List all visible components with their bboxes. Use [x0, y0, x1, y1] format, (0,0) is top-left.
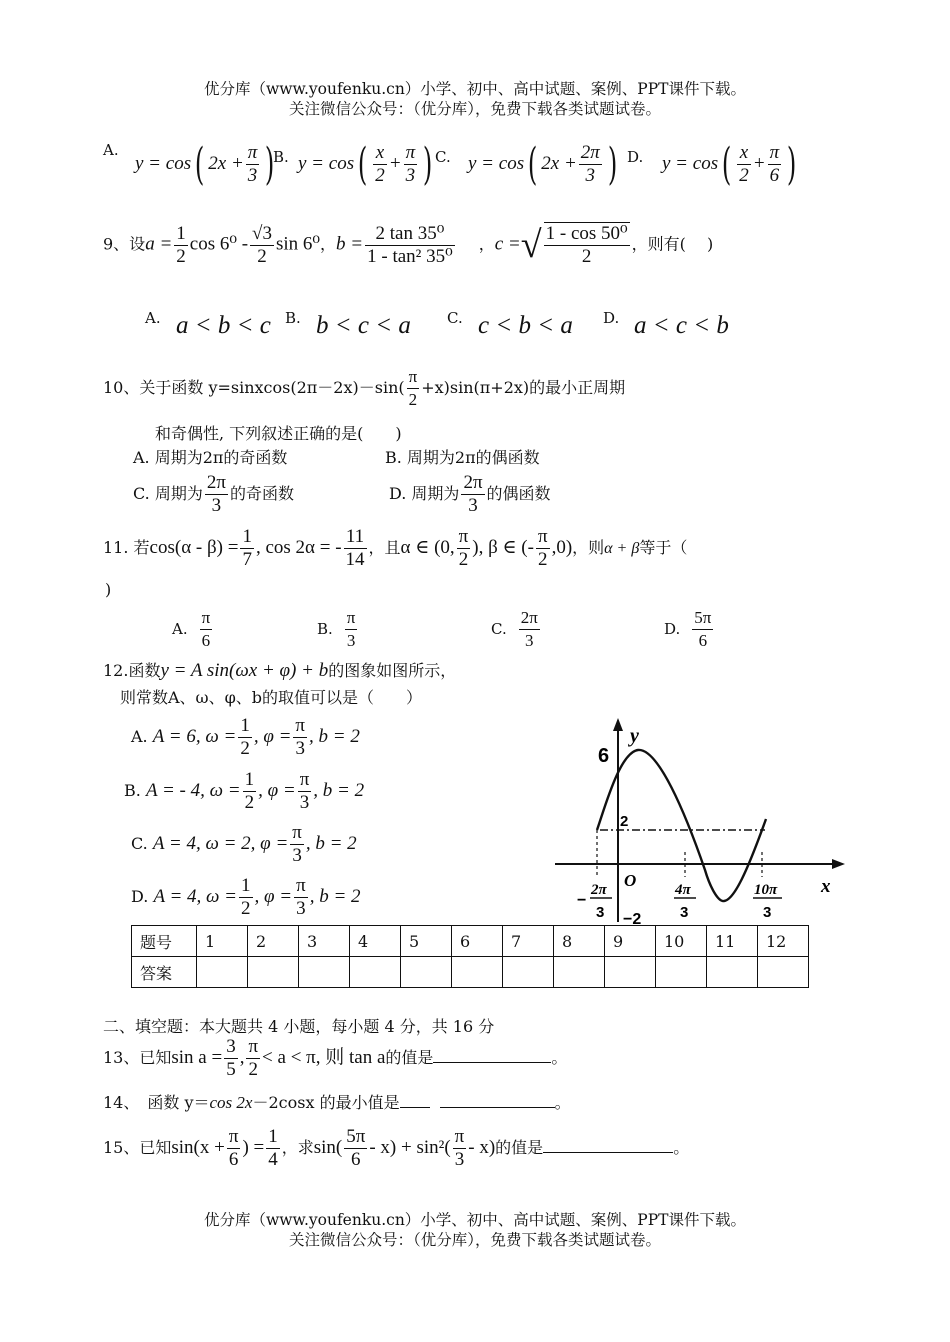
q9-b-num: 2 tan 35⁰ [365, 223, 455, 246]
q11-d-num: 5π [692, 607, 713, 630]
q14-end: 。 [554, 1093, 571, 1112]
y-axis-arrow-icon [613, 718, 623, 731]
q11-b-den: 3 [346, 631, 356, 650]
answer-cell-3[interactable] [299, 957, 350, 988]
q12-b-a: A = - 4, ω = [145, 780, 241, 801]
q12-a-b: , b = 2 [309, 726, 360, 747]
q12-d-wd: 2 [241, 898, 251, 919]
answer-cell-6[interactable] [452, 957, 503, 988]
answer-cell-1[interactable] [197, 957, 248, 988]
q9-comma-2: ， [478, 234, 495, 254]
q12-a-pd: 3 [295, 738, 305, 759]
q11-d-den: 6 [698, 631, 708, 650]
q12-line1-pre: 12.函数 [103, 661, 161, 680]
q11-option-c [491, 607, 542, 652]
q11-d2: 14 [345, 549, 365, 570]
q9-comma: ， [320, 234, 337, 254]
q12-d-pn: π [296, 875, 306, 896]
q9-sqrt3-den: 2 [257, 245, 267, 267]
q11-mid: ，且 [368, 538, 401, 557]
q11-n1: 1 [242, 526, 252, 547]
table-number-7: 7 [503, 926, 554, 957]
y-tick-2: 2 [620, 813, 629, 830]
origin-label: O [624, 871, 637, 890]
q12-d-wn: 1 [241, 875, 251, 896]
q10-part1: 10、关于函数 y=sinxcos(2π－2x)－sin( [103, 378, 405, 397]
q15-pre: 15、已知 [103, 1138, 172, 1157]
q10-d-num: 2π [463, 472, 483, 493]
y-tick-6: 6 [598, 745, 610, 767]
q13-end: 。 [551, 1048, 568, 1067]
q14-answer-blank-b[interactable] [440, 1107, 555, 1108]
q9-sqrt3-num: √3 [252, 222, 272, 244]
x-axis-label: x [821, 876, 831, 897]
q9-d-label: D. [603, 309, 620, 327]
q8-d-xden: 2 [739, 165, 749, 186]
q9-sin6: sin 6⁰ [275, 233, 321, 255]
q10-c-post: 的奇函数 [229, 484, 294, 503]
q12-line1 [103, 658, 456, 682]
q8-d-num: π [769, 142, 780, 163]
y-axis-label: y [630, 725, 639, 747]
q15-d3: 6 [351, 1149, 361, 1170]
q9-option-b: b < c < a [316, 312, 411, 339]
q11-d4: 2 [538, 549, 548, 570]
answer-cell-8[interactable] [554, 957, 605, 988]
q8-a-lhs: y = cos [135, 153, 192, 174]
q8-a-num: π [247, 142, 258, 163]
q11-a-label: A. [172, 620, 188, 638]
q12-option-d [131, 875, 361, 920]
q12-c-pd: 3 [292, 845, 302, 866]
q11-end: 等于（ [639, 538, 688, 557]
q12-b-pd: 3 [299, 792, 310, 813]
table-number-9: 9 [605, 926, 656, 957]
q9-half-num: 1 [176, 222, 186, 244]
q13-e1: sin a = [171, 1047, 223, 1068]
q11-c-den: 3 [525, 631, 534, 650]
q12-a-wn: 1 [240, 715, 250, 736]
q12-line1-post: 的图象如图所示， [328, 661, 457, 680]
q11-c-num: 2π [519, 607, 540, 630]
q12-option-a [131, 715, 360, 760]
q8-c-num: 2π [580, 142, 600, 163]
q15-answer-blank[interactable] [543, 1152, 673, 1153]
q11-option-a [172, 607, 214, 652]
q12-option-b [124, 769, 364, 814]
q8-c-label: C. [435, 148, 451, 166]
q9-tail: ，则有( ) [631, 234, 714, 254]
header-line-2: 关注微信公众号：（优分库），免费下载各类试题试卷。 [288, 100, 661, 118]
q12-d-pd: 3 [296, 898, 306, 919]
q15-n3: 5π [346, 1126, 366, 1147]
q8-option-a: y = cos( 2x + $\frac{\pi}{3}$ ) [135, 138, 275, 190]
q15-mid: ，求 [281, 1138, 314, 1157]
q10-option-a: A. 周期为2π的奇函数 [133, 448, 288, 467]
q8-b-xden: 2 [375, 165, 385, 186]
q11-e4: ), β ∈ (- [472, 537, 534, 558]
table-number-12: 12 [758, 926, 809, 957]
q10-part2: +x)sin(π+2x)的最小正周期 [421, 378, 626, 397]
q12-c-pn: π [292, 822, 302, 843]
table-number-4: 4 [350, 926, 401, 957]
x-tick-1-den: 3 [596, 904, 605, 921]
header-line-1: 优分库（www.youfenku.cn）小学、初中、高中试题、案例、PPT课件下载。 [203, 80, 747, 98]
table-label-answer: 答案 [132, 957, 197, 988]
q11-n2: 11 [344, 526, 367, 549]
q12-c-b: , b = 2 [305, 833, 357, 854]
q10-c-den: 3 [211, 495, 222, 516]
q12-line2: 则常数A、ω、φ、b的取值可以是（ ） [120, 688, 423, 707]
q9-option-c: c < b < a [478, 312, 573, 339]
q15-n4: π [454, 1126, 465, 1147]
q15-d4: 3 [454, 1149, 465, 1170]
q9-c-label: C. [447, 309, 463, 327]
q12-d-label: D. [131, 887, 149, 906]
table-number-5: 5 [401, 926, 452, 957]
q11-e1: cos(α - β) = [149, 537, 239, 558]
table-number-6: 6 [452, 926, 503, 957]
q12-d-p: , φ = [254, 886, 293, 907]
q9-half-den: 2 [176, 245, 186, 267]
q8-option-c: y = cos( 2x + $\frac{2\pi}{3}$ ) [468, 138, 618, 190]
q8-option-b: y = cos( $\frac{x}{2}$ + $\frac{\pi}{3}$ ) [298, 138, 433, 190]
q8-d-den: 6 [769, 165, 780, 186]
q10-d-post: 的偶函数 [486, 484, 551, 503]
q12-a-p: , φ = [253, 726, 292, 747]
q8-options [103, 140, 119, 159]
q15 [103, 1126, 689, 1171]
q11-post: ，则 [572, 538, 605, 557]
q11-a-den: 6 [201, 631, 211, 650]
table-number-10: 10 [656, 926, 707, 957]
q12-graph [540, 712, 860, 927]
q9-b-label: B. [285, 309, 301, 327]
x-axis-arrow-icon [832, 859, 845, 869]
table-number-2: 2 [248, 926, 299, 957]
q12-line1-expr: y = A sin(ωx + φ) + b [160, 660, 329, 681]
q9-a-lhs: a = [145, 233, 173, 255]
q12-b-wn: 1 [244, 769, 255, 790]
q12-b-b: , b = 2 [313, 780, 365, 801]
answer-cell-5[interactable] [401, 957, 452, 988]
answer-cell-11[interactable] [707, 957, 758, 988]
q8-option-d: y = cos( $\frac{x}{2}$ + $\frac{\pi}{6}$ ) [662, 138, 797, 190]
q9-option-d: a < c < b [634, 312, 729, 339]
q8-b-den: 3 [405, 165, 416, 186]
table-label-number: 题号 [132, 926, 197, 957]
q13 [103, 1036, 567, 1081]
q10-frac-den: 2 [408, 390, 418, 409]
q8-d-lhs: y = cos [662, 153, 719, 174]
answer-table [131, 925, 809, 988]
q8-c-pre: 2x + [541, 153, 577, 174]
q15-e1: sin(x + [171, 1137, 225, 1158]
answer-cell-4[interactable] [350, 957, 401, 988]
q8-b-plus: + [388, 153, 402, 174]
q12-a-wd: 2 [240, 738, 250, 759]
q8-b-num: π [405, 142, 416, 163]
q9-prefix: 9、设 [103, 234, 146, 254]
q9-c-lhs: c = [494, 233, 521, 255]
q13-comma: , [239, 1047, 245, 1068]
answer-cell-9[interactable] [605, 957, 656, 988]
q10-option-d [389, 472, 551, 517]
q14-expr: cos 2x [209, 1093, 253, 1112]
x-tick-1-num: 2π [591, 882, 607, 898]
x-tick-2-num: 4π [675, 882, 691, 898]
q15-e5: - x) [468, 1137, 496, 1158]
q9-c-den: 2 [581, 246, 592, 267]
q13-d2: 2 [248, 1059, 258, 1080]
q15-d2: 4 [268, 1149, 278, 1170]
q9-stem: 9、设a = $\frac{1}{2}$ cos 6⁰ - $\frac{√3}{2}$ sin 6⁰，b = $\frac{\text{2 tan 35⁰}}{\text{1 - tan² 35⁰}}$ ，c =√ $\frac{\text{1 - cos 50⁰}}{2}$ ，则有( ) [103, 222, 714, 267]
q8-c-lhs: y = cos [468, 153, 525, 174]
q12-a-label: A. [131, 727, 148, 746]
q14-pre: 14、 函数 y＝ [103, 1093, 210, 1112]
q8-b-label: B. [273, 148, 289, 166]
q8-a-pre: 2x + [208, 153, 244, 174]
q11-close: ) [105, 580, 112, 599]
table-number-1: 1 [197, 926, 248, 957]
q9-b-den: 1 - tan² 35⁰ [367, 245, 453, 267]
q12-c-a: A = 4, ω = 2, φ = [152, 833, 289, 854]
q9-b-lhs: b = [336, 233, 364, 255]
q11-d1: 7 [242, 549, 252, 570]
q15-e3: sin( [313, 1137, 343, 1158]
q12-b-pn: π [299, 769, 310, 790]
q12-a-a: A = 6, ω = [152, 726, 237, 747]
x-tick-1-sign: − [577, 892, 587, 909]
answer-table-header-row [132, 926, 809, 957]
q14-post: －2cosx 的最小值是 [252, 1093, 400, 1112]
answer-cell-10[interactable] [656, 957, 707, 988]
x-tick-3-den: 3 [763, 904, 772, 921]
q9-a-label: A. [145, 309, 161, 327]
q13-e2: < a < π, 则 tan a [262, 1047, 386, 1068]
answer-cell-7[interactable] [503, 957, 554, 988]
q10-stem [103, 366, 625, 411]
q11-stem [103, 526, 687, 571]
q11-n4: π [537, 526, 548, 547]
q10-option-b: B. 周期为2π的偶函数 [385, 448, 540, 467]
q9-cos6: cos 6⁰ - [189, 233, 249, 255]
q15-e2: ) = [242, 1137, 265, 1158]
q8-c-den: 3 [585, 165, 596, 186]
q15-e4: - x) + sin²( [369, 1137, 451, 1158]
q11-option-d [664, 607, 715, 652]
q13-answer-blank[interactable] [433, 1062, 551, 1063]
answer-cell-2[interactable] [248, 957, 299, 988]
q15-d1: 6 [228, 1149, 239, 1170]
q14 [103, 1090, 571, 1113]
q10-d-pre: D. 周期为 [389, 484, 460, 503]
q11-n3: π [458, 526, 469, 547]
table-number-8: 8 [554, 926, 605, 957]
q12-d-a: A = 4, ω = [153, 886, 238, 907]
section-2-title: 二、填空题：本大题共 4 小题，每小题 4 分，共 16 分 [103, 1017, 495, 1036]
q8-b-xnum: x [373, 142, 387, 165]
q9-option-a: a < b < c [176, 312, 271, 339]
q12-b-label: B. [124, 781, 141, 800]
q12-a-pn: π [295, 715, 305, 736]
q11-pre: 11. 若 [103, 538, 150, 557]
q8-a-den: 3 [247, 165, 258, 186]
q8-d-label: D. [627, 148, 644, 166]
table-number-3: 3 [299, 926, 350, 957]
q11-ab: α + β [604, 540, 640, 557]
q10-c-num: 2π [206, 472, 226, 493]
q11-e3: α ∈ (0, [400, 537, 455, 558]
q13-post: 的值是 [385, 1048, 434, 1067]
q11-option-b [317, 607, 359, 652]
q10-option-c [133, 472, 294, 517]
q10-d-den: 3 [468, 495, 478, 516]
q11-b-label: B. [317, 620, 333, 638]
q11-d-label: D. [664, 620, 681, 638]
q10-c-pre: C. 周期为 [133, 484, 203, 503]
q11-e2: , cos 2α = - [255, 537, 342, 558]
footer-line-2: 关注微信公众号：（优分库），免费下载各类试题试卷。 [288, 1231, 661, 1249]
table-number-11: 11 [707, 926, 758, 957]
q12-d-b: , b = 2 [309, 886, 361, 907]
q8-b-lhs: y = cos [298, 153, 355, 174]
q11-e5: ,0) [551, 537, 573, 558]
q11-d3: 2 [458, 549, 469, 570]
q10-line2: 和奇偶性, 下列叙述正确的是( ) [155, 424, 402, 443]
q13-n2: π [248, 1036, 259, 1057]
footer-line-1: 优分库（www.youfenku.cn）小学、初中、高中试题、案例、PPT课件下载。 [203, 1211, 747, 1229]
q12-c-label: C. [131, 834, 148, 853]
answer-cell-12[interactable] [758, 957, 809, 988]
q11-c-label: C. [491, 620, 507, 638]
x-tick-3-num: 10π [754, 882, 778, 898]
q13-d1: 5 [226, 1059, 236, 1080]
q10-frac-num: π [407, 366, 420, 389]
q14-answer-blank-a[interactable] [400, 1107, 430, 1108]
x-tick-2-den: 3 [680, 904, 689, 921]
q12-b-wd: 2 [244, 792, 255, 813]
q15-end: 。 [673, 1138, 690, 1157]
y-tick-minus-2: −2 [623, 911, 642, 927]
q9-c-num: 1 - cos 50⁰ [545, 223, 628, 244]
q15-n2: 1 [268, 1126, 278, 1147]
q13-pre: 13、已知 [103, 1048, 172, 1067]
q8-d-plus: + [752, 153, 766, 174]
q8-a-label: A. [103, 141, 119, 159]
q15-n1: π [228, 1126, 239, 1147]
q13-n1: 3 [226, 1036, 236, 1057]
q12-b-p: , φ = [258, 780, 296, 801]
q15-post: 的值是 [495, 1138, 544, 1157]
q8-d-xnum: x [737, 142, 751, 165]
answer-table-answer-row [132, 957, 809, 988]
q12-option-c [131, 822, 357, 867]
q11-a-num: π [200, 607, 213, 630]
q11-b-num: π [345, 607, 358, 630]
